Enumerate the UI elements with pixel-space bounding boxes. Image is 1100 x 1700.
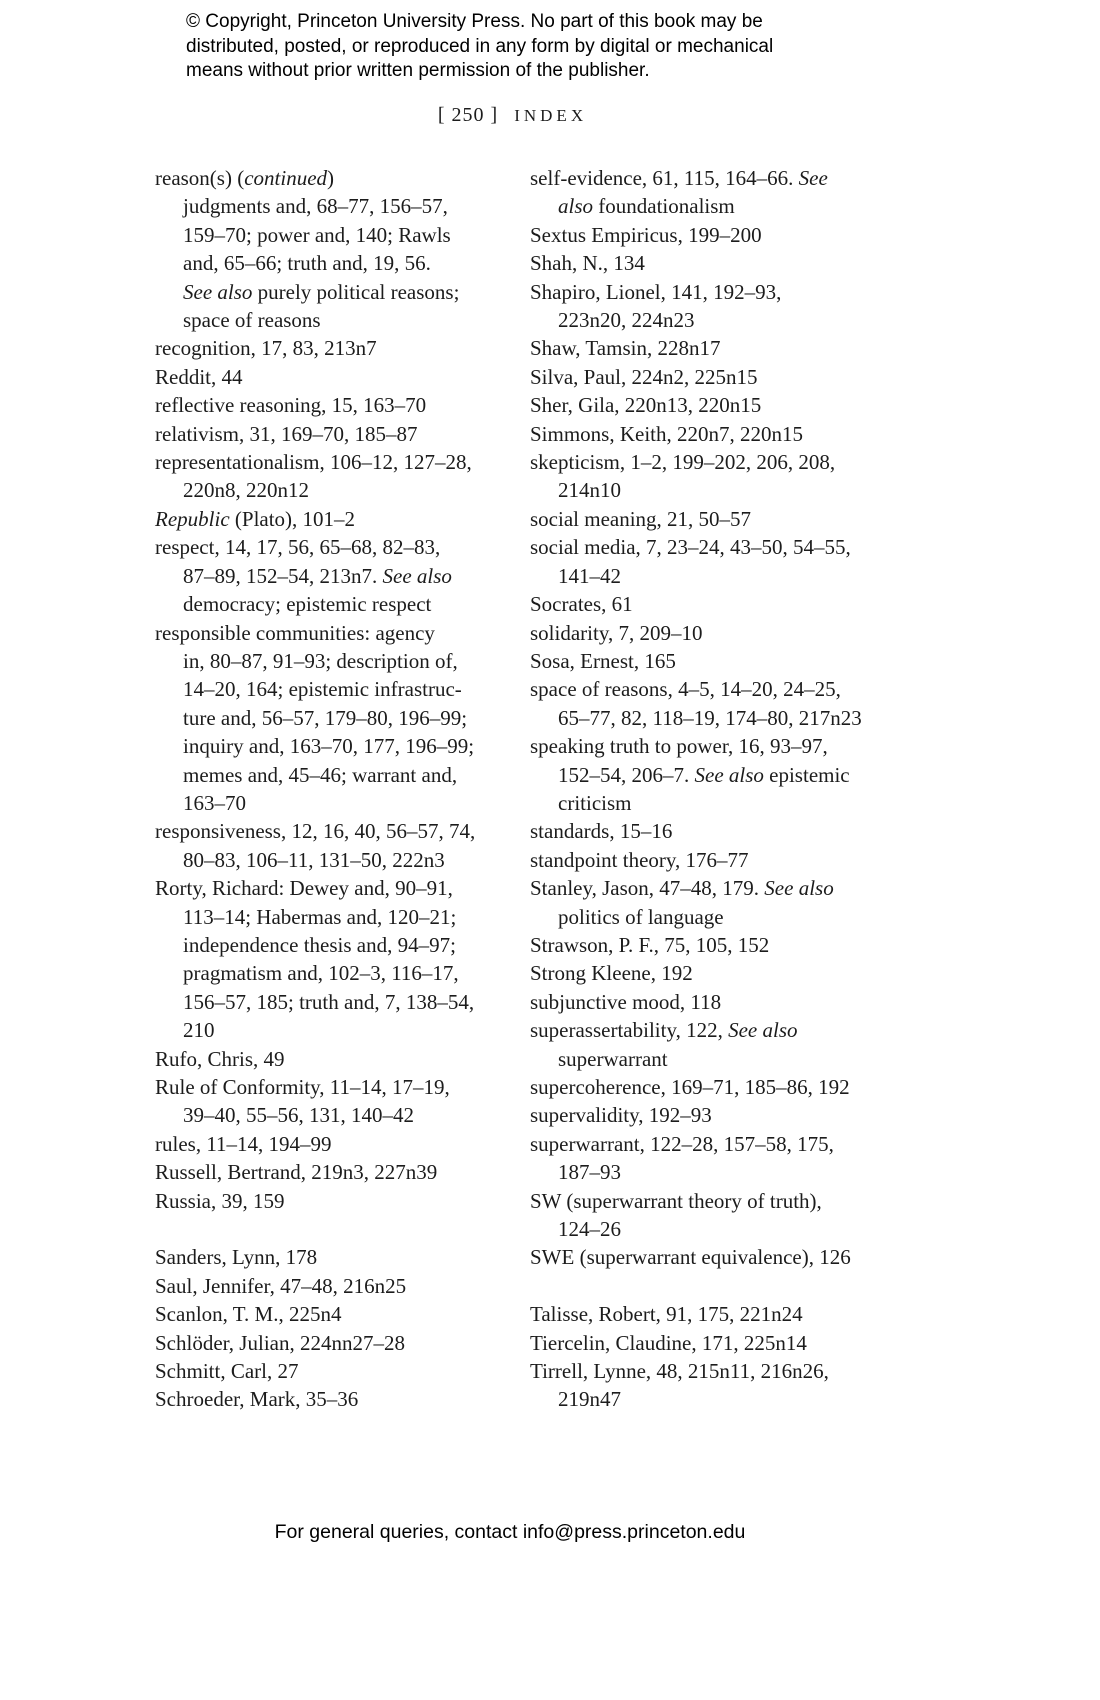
index-entry-continuation: 124–26 [558, 1217, 621, 1242]
index-entry-head: Strong Kleene, 192 [530, 961, 693, 986]
index-entry [530, 590, 900, 618]
index-entry-head: subjunctive mood, 118 [530, 989, 722, 1014]
index-entry-head: solidarity, 7, 209–10 [530, 620, 703, 645]
index-entry-head: social meaning, 21, 50–57 [530, 506, 752, 531]
index-entry [155, 1073, 515, 1130]
index-entry-continuation: independence thesis and, 94–97; [183, 932, 456, 957]
index-entry-continuation: 141–42 [558, 563, 621, 588]
index-entry [530, 817, 900, 845]
index-entry-head: Sher, Gila, 220n13, 220n15 [530, 393, 762, 418]
index-entry-head: Rorty, Richard: Dewey and, 90–91, [155, 876, 453, 901]
index-entry-head: Republic (Plato), 101–2 [155, 506, 356, 531]
index-entry [155, 1130, 515, 1158]
index-entry-head: reflective reasoning, 15, 163–70 [155, 393, 427, 418]
index-entry [155, 1158, 515, 1186]
index-entry-continuation: criticism [558, 790, 632, 815]
index-entry [155, 1300, 515, 1328]
index-entry-head: Sosa, Ernest, 165 [530, 648, 676, 673]
index-entry-head: Shaw, Tamsin, 228n17 [530, 336, 721, 361]
index-entry-continuation: 223n20, 224n23 [558, 308, 695, 333]
index-entry [530, 1016, 900, 1073]
index-entry-head: Saul, Jennifer, 47–48, 216n25 [155, 1273, 407, 1298]
index-entry-head: Stanley, Jason, 47–48, 179. See also [530, 876, 834, 901]
index-entry [530, 221, 900, 249]
index-entry-head: superwarrant, 122–28, 157–58, 175, [530, 1131, 834, 1156]
index-entry [155, 1045, 515, 1073]
index-entry-head: representationalism, 106–12, 127–28, [155, 450, 472, 475]
index-entry [155, 1385, 515, 1413]
index-entry-head: Silva, Paul, 224n2, 225n15 [530, 364, 758, 389]
index-entry-continuation: 210 [183, 1018, 215, 1043]
index-entry-head: superassertability, 122, See also [530, 1018, 798, 1043]
index-entry-continuation: 187–93 [558, 1160, 621, 1185]
index-entry-continuation: pragmatism and, 102–3, 116–17, [183, 961, 459, 986]
index-entry [155, 1272, 515, 1300]
index-entry-continuation: inquiry and, 163–70, 177, 196–99; [183, 734, 475, 759]
index-entry-head: self-evidence, 61, 115, 164–66. See [530, 166, 828, 190]
index-entry-head: Schmitt, Carl, 27 [155, 1359, 299, 1384]
index-entry-continuation: space of reasons [183, 308, 321, 333]
index-entry [530, 675, 900, 732]
index-entry-head: responsiveness, 12, 16, 40, 56–57, 74, [155, 819, 476, 844]
index-entry [530, 334, 900, 362]
index-entry-continuation: 65–77, 82, 118–19, 174–80, 217n23 [558, 705, 862, 730]
footer-contact: For general queries, contact info@press.princeton.edu [274, 1521, 746, 1543]
index-entry [530, 391, 900, 419]
index-entry [530, 164, 900, 221]
index-entry [155, 1187, 515, 1215]
index-entry-continuation: 14–20, 164; epistemic infrastruc- [183, 677, 462, 702]
index-entry-head: Reddit, 44 [155, 364, 243, 389]
index-entry [530, 931, 900, 959]
index-entry-head: Simmons, Keith, 220n7, 220n15 [530, 421, 804, 446]
index-entry [530, 1329, 900, 1357]
index-entry [530, 420, 900, 448]
index-entry-continuation: superwarrant [558, 1046, 668, 1071]
index-entry-continuation: memes and, 45–46; warrant and, [183, 762, 458, 787]
index-entry [530, 1073, 900, 1101]
index-entry-continuation: 39–40, 55–56, 131, 140–42 [183, 1103, 414, 1128]
index-entry-head: standpoint theory, 176–77 [530, 847, 749, 872]
page-number: [ 250 ] [437, 104, 499, 126]
index-entry [530, 846, 900, 874]
index-entry-continuation: also foundationalism [558, 194, 735, 219]
index-entry [530, 1300, 900, 1328]
index-column-left [155, 164, 515, 1414]
index-entry [155, 817, 515, 874]
index-entry [530, 959, 900, 987]
index-entry-head: standards, 15–16 [530, 819, 673, 844]
index-entry-head: Talisse, Robert, 91, 175, 221n24 [530, 1302, 803, 1327]
index-entry-head: Sanders, Lynn, 178 [155, 1245, 318, 1270]
index-entry [155, 164, 515, 334]
index-entry-continuation: in, 80–87, 91–93; description of, [183, 648, 458, 673]
index-entry [530, 874, 900, 931]
index-entry [530, 988, 900, 1016]
copyright-line: © Copyright, Princeton University Press. No part of this book may be [186, 11, 763, 32]
index-entry [155, 505, 515, 533]
index-entry [530, 278, 900, 335]
index-entry-continuation: 219n47 [558, 1387, 621, 1412]
index-entry-head: Sextus Empiricus, 199–200 [530, 222, 762, 247]
index-entry [155, 334, 515, 362]
index-entry [530, 1101, 900, 1129]
index-column-right [530, 164, 900, 1414]
index-entry-head: Strawson, P. F., 75, 105, 152 [530, 932, 770, 957]
index-entry-continuation: 159–70; power and, 140; Rawls [183, 222, 451, 247]
index-entry [155, 363, 515, 391]
index-entry-continuation: 152–54, 206–7. See also epistemic [558, 762, 850, 787]
index-entry-head: Russia, 39, 159 [155, 1188, 285, 1213]
index-entry [155, 1357, 515, 1385]
index-entry-head: SW (superwarrant theory of truth), [530, 1188, 822, 1213]
index-entry-head: responsible communities: agency [155, 620, 435, 645]
index-entry-head: Rufo, Chris, 49 [155, 1046, 285, 1071]
index-entry-head: Rule of Conformity, 11–14, 17–19, [155, 1075, 450, 1099]
index-entry [530, 732, 900, 817]
index-entry [530, 619, 900, 647]
index-entry-continuation: See also purely political reasons; [183, 279, 460, 304]
index-entry-head: Russell, Bertrand, 219n3, 227n39 [155, 1160, 438, 1185]
index-entry-head: SWE (superwarrant equivalence), 126 [530, 1245, 851, 1270]
index-entry [155, 448, 515, 505]
index-entry [155, 391, 515, 419]
index-entry-head: Schroeder, Mark, 35–36 [155, 1387, 359, 1412]
index-entry [155, 874, 515, 1044]
index-entry-continuation: 80–83, 106–11, 131–50, 222n3 [183, 847, 445, 872]
index-entry-head: Scanlon, T. M., 225n4 [155, 1302, 342, 1327]
index-entry-continuation: 156–57, 185; truth and, 7, 138–54, [183, 989, 475, 1014]
index-entry-continuation: 220n8, 220n12 [183, 478, 309, 503]
section-title: INDEX [514, 106, 588, 125]
index-entry-head: respect, 14, 17, 56, 65–68, 82–83, [155, 535, 441, 560]
index-entry-head: supercoherence, 169–71, 185–86, 192 [530, 1075, 850, 1099]
index-entry [530, 363, 900, 391]
index-entry-head: Schlöder, Julian, 224nn27–28 [155, 1330, 405, 1355]
index-entry-head: social media, 7, 23–24, 43–50, 54–55, [530, 535, 851, 560]
index-entry [530, 249, 900, 277]
index-entry [530, 533, 900, 590]
index-entry-head: recognition, 17, 83, 213n7 [155, 336, 377, 361]
index-entry-continuation: ture and, 56–57, 179–80, 196–99; [183, 705, 468, 730]
copyright-line: means without prior written permission of the publisher. [186, 60, 650, 81]
index-entry-head: space of reasons, 4–5, 14–20, 24–25, [530, 677, 841, 702]
index-entry [155, 1243, 515, 1271]
index-entry-continuation: democracy; epistemic respect [183, 592, 432, 617]
copyright-line: distributed, posted, or reproduced in any form by digital or mechanical [186, 35, 774, 57]
index-entry-head: Shapiro, Lionel, 141, 192–93, [530, 279, 782, 304]
index-entry-continuation: politics of language [558, 904, 724, 929]
index-entry [155, 533, 515, 618]
index-entry-continuation: and, 65–66; truth and, 19, 56. [183, 251, 431, 276]
index-entry-continuation: 87–89, 152–54, 213n7. See also [183, 563, 452, 588]
index-entry [530, 448, 900, 505]
index-entry-head: reason(s) (continued) [155, 166, 335, 190]
index-entry-head: Shah, N., 134 [530, 251, 645, 276]
index-entry-head: relativism, 31, 169–70, 185–87 [155, 421, 418, 446]
index-entry [530, 1243, 900, 1271]
index-entry [530, 647, 900, 675]
index-entry-head: Tiercelin, Claudine, 171, 225n14 [530, 1330, 807, 1355]
page-header [155, 104, 870, 127]
index-entry [530, 1187, 900, 1244]
index-entry-head: Socrates, 61 [530, 592, 633, 617]
index-entry-head: skepticism, 1–2, 199–202, 206, 208, [530, 450, 836, 475]
index-entry-head: rules, 11–14, 194–99 [155, 1131, 332, 1156]
index-entry-head: Tirrell, Lynne, 48, 215n11, 216n26, [530, 1359, 829, 1384]
index-entry [530, 1357, 900, 1414]
index-entry-continuation: 214n10 [558, 478, 621, 503]
copyright-notice [186, 10, 866, 84]
index-entry [530, 1130, 900, 1187]
index-entry-continuation: 163–70 [183, 790, 246, 815]
index-entry [155, 619, 515, 818]
index-entry [530, 505, 900, 533]
index-entry-continuation: judgments and, 68–77, 156–57, [183, 194, 448, 219]
index-entry [155, 420, 515, 448]
index-entry-head: supervalidity, 192–93 [530, 1103, 712, 1128]
index-entry-continuation: 113–14; Habermas and, 120–21; [183, 904, 457, 929]
index-entry [155, 1329, 515, 1357]
index-entry-head: speaking truth to power, 16, 93–97, [530, 734, 828, 759]
